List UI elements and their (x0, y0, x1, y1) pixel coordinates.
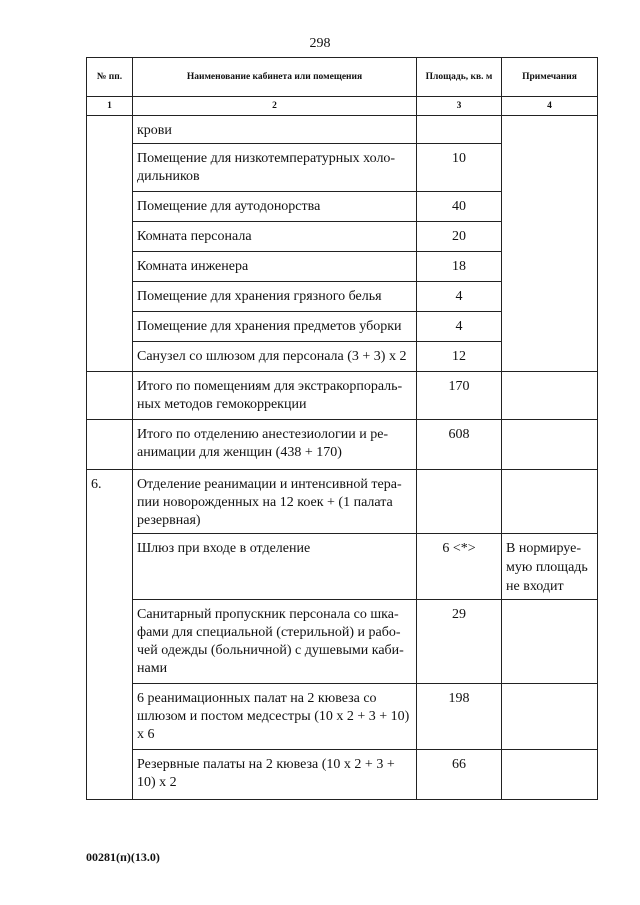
table-row (87, 420, 598, 470)
table-row (87, 372, 598, 420)
row-index (87, 372, 133, 420)
room-area: 66 (417, 750, 502, 800)
room-note (502, 600, 598, 684)
room-area: 4 (417, 282, 502, 312)
row-index (87, 116, 133, 372)
row-index (87, 420, 133, 470)
row-index: 6. (87, 470, 133, 800)
room-name: Помещение для хранения предметов уборки (133, 312, 417, 342)
table-row (87, 534, 598, 600)
room-area: 40 (417, 192, 502, 222)
room-area: 198 (417, 684, 502, 750)
room-area: 4 (417, 312, 502, 342)
room-name: Санузел со шлюзом для персонала (3 + 3) x 2 (133, 342, 417, 372)
room-note: В нормируе-мую площадь не входит (502, 534, 598, 600)
page-number: 298 (309, 36, 331, 51)
header-area: Площадь, кв. м (417, 58, 502, 97)
room-note (502, 684, 598, 750)
room-area: 18 (417, 252, 502, 282)
table-row (87, 470, 598, 534)
table-row (87, 684, 598, 750)
header-name: Наименование кабинета или помещения (133, 58, 417, 97)
room-area: 20 (417, 222, 502, 252)
room-name: Помещение для аутодонорства (133, 192, 417, 222)
table-row (87, 600, 598, 684)
column-number: 2 (133, 97, 417, 116)
column-number: 1 (87, 97, 133, 116)
room-name: крови (133, 116, 417, 144)
room-name: Итого по отделению анестезиологии и ре-анимации для женщин (438 + 170) (133, 420, 417, 470)
document-code: 00281(п)(13.0) (86, 850, 160, 864)
table-row (87, 750, 598, 800)
room-area: 170 (417, 372, 502, 420)
room-note (502, 470, 598, 534)
room-area: 6 <*> (417, 534, 502, 600)
room-note (502, 420, 598, 470)
header-notes: Примечания (502, 58, 598, 97)
room-name: Отделение реанимации и интенсивной тера-пии новорожденных на 12 коек + (1 палата резервная) (133, 470, 417, 534)
room-area (417, 470, 502, 534)
column-number: 4 (502, 97, 598, 116)
room-area: 12 (417, 342, 502, 372)
room-name: Помещение для низкотемпературных холо-дильников (133, 144, 417, 192)
room-note (502, 116, 598, 372)
room-name: Шлюз при входе в отделение (133, 534, 417, 600)
header-num-label: № пп. (96, 72, 123, 82)
room-area: 608 (417, 420, 502, 470)
room-name: 6 реанимационных палат на 2 кювеза со шлюзом и постом медсестры (10 x 2 + 3 + 10) x 6 (133, 684, 417, 750)
room-name: Комната инженера (133, 252, 417, 282)
room-name: Помещение для хранения грязного белья (133, 282, 417, 312)
rooms-table (86, 57, 598, 800)
room-note (502, 372, 598, 420)
room-area: 10 (417, 144, 502, 192)
room-name: Комната персонала (133, 222, 417, 252)
room-note (502, 750, 598, 800)
room-area: 29 (417, 600, 502, 684)
room-name: Итого по помещениям для экстракорпораль-ных методов гемокоррекции (133, 372, 417, 420)
room-name: Резервные палаты на 2 кювеза (10 x 2 + 3 + 10) x 2 (133, 750, 417, 800)
column-number: 3 (417, 97, 502, 116)
room-name: Санитарный пропускник персонала со шка-фами для специальной (стерильной) и рабо-чей одежды (больничной) с душевыми каби-нами (133, 600, 417, 684)
table-row (87, 116, 598, 144)
room-area (417, 116, 502, 144)
header-num (87, 58, 133, 97)
